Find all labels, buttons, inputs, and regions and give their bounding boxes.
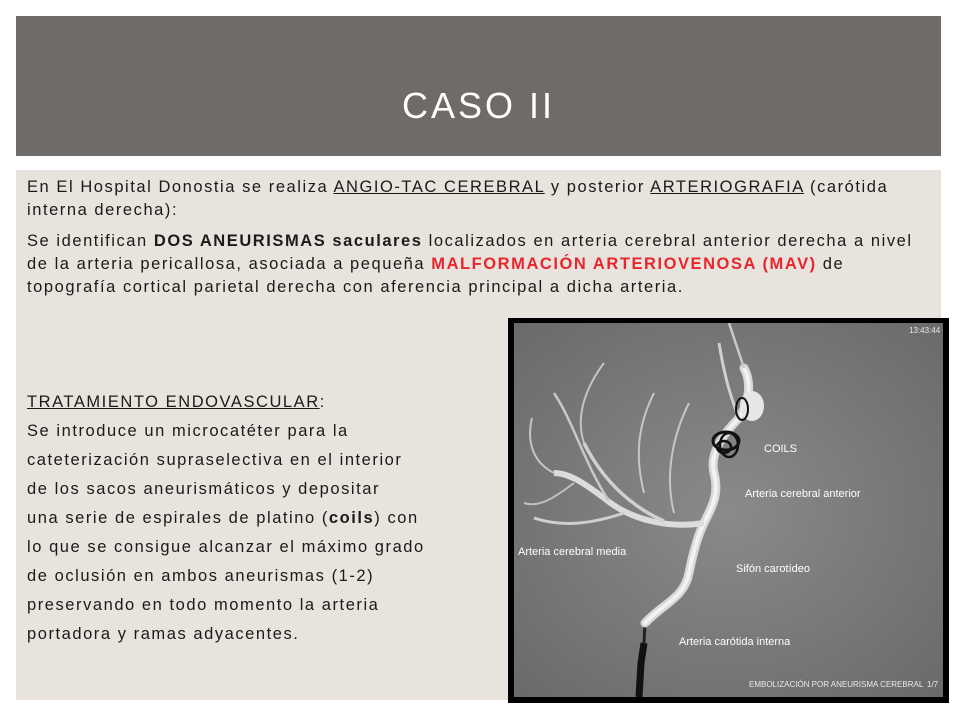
angiography-view xyxy=(514,323,943,697)
intro-text-3: (carótida interna derecha): xyxy=(27,178,889,219)
label-arteria-cerebral-media: Arteria cerebral media xyxy=(518,546,627,558)
label-arteria-cerebral-anterior: Arteria cerebral anterior xyxy=(745,488,861,500)
treatment-line-2: cateterización supraselectiva en el interior xyxy=(27,451,403,469)
image-footer-caption: EMBOLIZACIÓN POR ANEURISMA CEREBRAL xyxy=(749,680,924,689)
treatment-line-7: preservando en todo momento la arteria xyxy=(27,596,380,614)
treatment-line-4a: una serie de espirales de platino ( xyxy=(27,509,329,527)
treatment-line-5: lo que se consigue alcanzar el máximo grado xyxy=(27,538,425,556)
coils-term: coils xyxy=(328,509,375,527)
timestamp: 13:43:44 xyxy=(909,326,941,335)
angiography-image xyxy=(508,318,949,703)
label-coils: COILS xyxy=(764,443,798,455)
findings-text-2: localizados en arteria cerebral anterior derecha a nivel de la arteria pericallosa, asociada a pequeña xyxy=(27,232,913,273)
treatment-section xyxy=(27,388,527,649)
treatment-line-6: de oclusión en ambos aneurismas (1-2) xyxy=(27,567,375,585)
aneurismas-term: DOS ANEURISMAS saculares xyxy=(153,232,423,250)
treatment-line-8: portadora y ramas adyacentes. xyxy=(27,625,300,643)
findings-paragraph xyxy=(27,230,932,299)
slide-title: CASO II xyxy=(401,85,556,126)
treatment-line-1: Se introduce un microcatéter para la xyxy=(27,422,349,440)
treatment-heading-colon: : xyxy=(319,393,326,411)
arteriografia-term: ARTERIOGRAFIA xyxy=(650,178,804,196)
label-sifon-carotideo: Sifón carotídeo xyxy=(736,563,810,575)
treatment-line-4 xyxy=(27,504,527,533)
treatment-line-3: de los sacos aneurismáticos y depositar xyxy=(27,480,381,498)
treatment-heading-text: TRATAMIENTO ENDOVASCULAR xyxy=(27,393,320,411)
intro-paragraph xyxy=(27,176,932,222)
title-bar xyxy=(16,16,941,156)
intro-text-1: En El Hospital Donostia se realiza xyxy=(27,178,334,196)
intro-text-2: y posterior xyxy=(544,178,651,196)
treatment-line-4c: ) con xyxy=(374,509,419,527)
label-arteria-carotida-interna: Arteria carótida interna xyxy=(679,636,791,648)
findings-text-1: Se identifican xyxy=(27,232,154,250)
findings-text-3: de topografía cortical parietal derecha con aferencia principal a dicha arteria. xyxy=(27,255,845,296)
treatment-heading xyxy=(27,388,527,417)
angio-tac-term: ANGIO-TAC CEREBRAL xyxy=(333,178,545,196)
mav-term: MALFORMACIÓN ARTERIOVENOSA (MAV) xyxy=(431,255,817,273)
image-footer-number: 1/7 xyxy=(927,680,939,689)
